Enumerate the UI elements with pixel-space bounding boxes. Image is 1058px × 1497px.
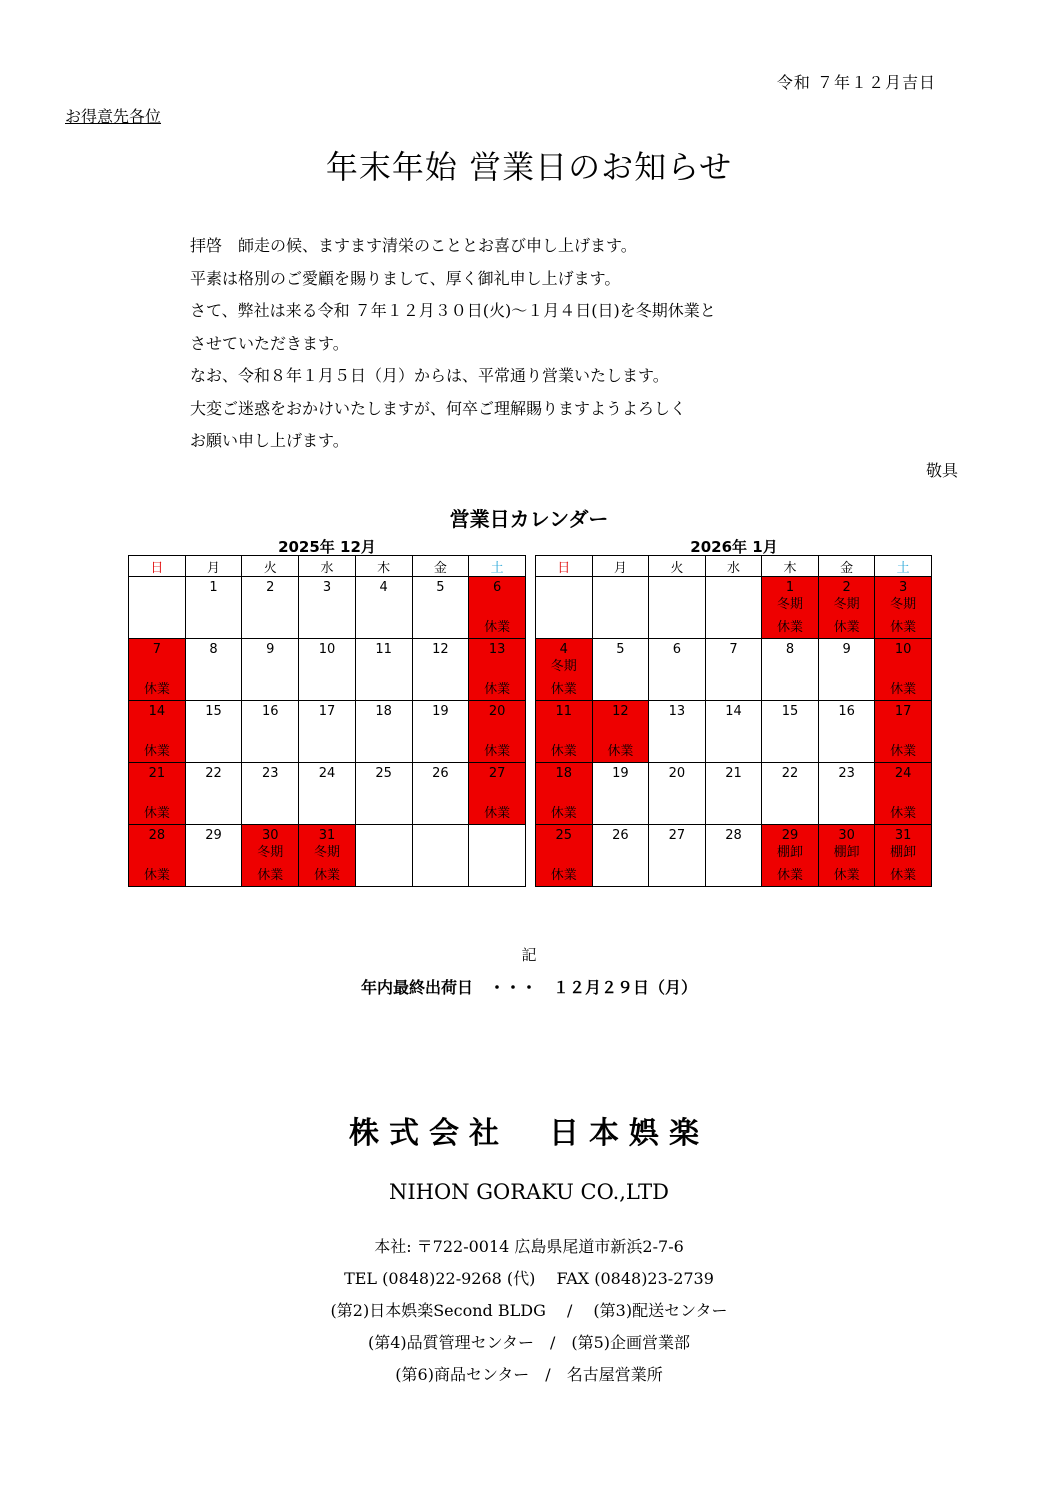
day-number: 6 bbox=[492, 580, 502, 595]
day-number: 11 bbox=[375, 642, 392, 657]
calendar-day-holiday bbox=[875, 577, 932, 639]
calendar-day bbox=[185, 701, 242, 763]
day-number: 19 bbox=[612, 766, 629, 781]
day-number: 22 bbox=[205, 766, 222, 781]
day-number: 18 bbox=[555, 766, 573, 781]
day-status: 休業 bbox=[890, 682, 917, 697]
calendar-day bbox=[355, 701, 412, 763]
weekday-header: 金 bbox=[412, 556, 469, 577]
day-number: 21 bbox=[725, 766, 742, 781]
day-number: 15 bbox=[781, 704, 799, 719]
day-status: 休業 bbox=[890, 806, 917, 821]
company-name-en: NIHON GORAKU CO.,LTD bbox=[388, 1180, 669, 1204]
day-number: 25 bbox=[375, 766, 392, 781]
weekday-header: 日 bbox=[129, 556, 186, 577]
calendar-week-row bbox=[536, 825, 932, 887]
calendar-day bbox=[649, 701, 706, 763]
day-status: 休業 bbox=[890, 744, 917, 759]
day-number: 1 bbox=[209, 580, 218, 595]
calendar-day bbox=[818, 639, 875, 701]
day-number: 5 bbox=[436, 580, 445, 595]
calendar-week-row bbox=[536, 763, 932, 825]
day-status: 休業 bbox=[550, 868, 577, 883]
day-number: 2 bbox=[842, 580, 851, 595]
calendar-week-row bbox=[536, 701, 932, 763]
calendar-title: 営業日カレンダー bbox=[449, 507, 609, 531]
day-status: 休業 bbox=[484, 620, 511, 635]
calendar-day-holiday bbox=[299, 825, 356, 887]
calendar-day bbox=[412, 639, 469, 701]
calendar-day bbox=[705, 763, 762, 825]
day-number: 4 bbox=[379, 580, 388, 595]
calendar-day bbox=[412, 763, 469, 825]
day-number: 19 bbox=[432, 704, 449, 719]
day-number: 4 bbox=[559, 642, 568, 657]
day-number: 7 bbox=[729, 642, 738, 657]
calendar-day bbox=[649, 763, 706, 825]
day-number: 10 bbox=[894, 642, 912, 657]
issue-date: 令和 ７年１２月吉日 bbox=[776, 73, 936, 92]
weekday-header-row bbox=[536, 556, 932, 577]
calendar-day-holiday bbox=[818, 577, 875, 639]
recipient: お得意先各位 bbox=[65, 107, 162, 126]
letter-body bbox=[190, 230, 716, 458]
day-number: 20 bbox=[488, 704, 506, 719]
calendar-day bbox=[299, 577, 356, 639]
calendar-day-empty bbox=[649, 577, 706, 639]
address-line: 本社: 〒722-0014 広島県尾道市新浜2-7-6 bbox=[374, 1237, 684, 1256]
day-number: 20 bbox=[668, 766, 686, 781]
day-number: 28 bbox=[148, 828, 166, 843]
calendar-day-holiday bbox=[536, 763, 593, 825]
day-status: 休業 bbox=[313, 868, 340, 883]
day-number: 12 bbox=[612, 704, 629, 719]
day-number: 31 bbox=[894, 828, 912, 843]
calendar-week-row bbox=[129, 763, 526, 825]
day-note: 棚卸 bbox=[890, 845, 917, 860]
day-number: 6 bbox=[672, 642, 682, 657]
day-note: 冬期 bbox=[777, 597, 804, 612]
calendar-day bbox=[592, 639, 649, 701]
day-number: 15 bbox=[205, 704, 222, 719]
calendar-day bbox=[299, 701, 356, 763]
calendar-day-holiday bbox=[129, 763, 186, 825]
body-line: させていただきます。 bbox=[190, 333, 349, 353]
calendar-day-holiday bbox=[592, 701, 649, 763]
calendar-day bbox=[242, 639, 299, 701]
day-status: 休業 bbox=[833, 620, 860, 635]
calendar-day bbox=[762, 763, 819, 825]
weekday-header: 金 bbox=[818, 556, 875, 577]
calendar-day-holiday bbox=[875, 763, 932, 825]
day-status: 休業 bbox=[777, 620, 804, 635]
calendar-week-row bbox=[536, 639, 932, 701]
day-status: 休業 bbox=[833, 868, 860, 883]
day-number: 13 bbox=[488, 642, 506, 657]
day-number: 18 bbox=[375, 704, 392, 719]
calendar-day bbox=[242, 763, 299, 825]
closing: 敬具 bbox=[925, 461, 958, 480]
calendar-day-empty bbox=[592, 577, 649, 639]
calendar-day bbox=[185, 639, 242, 701]
day-number: 8 bbox=[209, 642, 218, 657]
day-number: 25 bbox=[555, 828, 573, 843]
day-number: 13 bbox=[668, 704, 686, 719]
day-status: 休業 bbox=[484, 682, 511, 697]
day-note: 冬期 bbox=[550, 659, 577, 674]
day-number: 9 bbox=[842, 642, 851, 657]
day-number: 30 bbox=[838, 828, 855, 843]
calendar-day bbox=[185, 577, 242, 639]
calendar-day bbox=[412, 701, 469, 763]
weekday-header: 火 bbox=[649, 556, 706, 577]
day-number: 2 bbox=[266, 580, 275, 595]
day-number: 12 bbox=[432, 642, 449, 657]
calendar-day bbox=[355, 639, 412, 701]
day-status: 休業 bbox=[550, 806, 577, 821]
day-number: 29 bbox=[781, 828, 799, 843]
calendar-week-row bbox=[129, 577, 526, 639]
calendar-day bbox=[355, 763, 412, 825]
calendar-day-holiday bbox=[875, 825, 932, 887]
weekday-header: 木 bbox=[355, 556, 412, 577]
day-number: 14 bbox=[148, 704, 166, 719]
day-number: 27 bbox=[488, 766, 506, 781]
day-note: 冬期 bbox=[833, 597, 860, 612]
day-number: 5 bbox=[616, 642, 625, 657]
calendar-day-empty bbox=[469, 825, 526, 887]
body-line: なお、令和８年１月５日（月）からは、平常通り営業いたします。 bbox=[190, 366, 669, 385]
calendar-day-empty bbox=[355, 825, 412, 887]
day-number: 1 bbox=[785, 580, 795, 595]
weekday-header: 月 bbox=[592, 556, 649, 577]
day-status: 休業 bbox=[777, 868, 804, 883]
day-status: 休業 bbox=[143, 806, 170, 821]
ki-mark: 記 bbox=[521, 946, 537, 964]
calendar-month-label: 2026年 1月 bbox=[690, 538, 778, 556]
weekday-header-row bbox=[129, 556, 526, 577]
day-status: 休業 bbox=[143, 744, 170, 759]
calendar-day-empty bbox=[705, 577, 762, 639]
weekday-header: 土 bbox=[469, 556, 526, 577]
day-status: 休業 bbox=[890, 868, 917, 883]
calendar-day-holiday bbox=[536, 701, 593, 763]
day-number: 3 bbox=[322, 580, 332, 595]
calendar-day bbox=[299, 763, 356, 825]
calendar-day bbox=[762, 639, 819, 701]
calendar-day bbox=[242, 577, 299, 639]
calendar-december bbox=[128, 555, 526, 887]
weekday-header: 土 bbox=[875, 556, 932, 577]
calendar-day bbox=[705, 701, 762, 763]
calendar-day bbox=[705, 825, 762, 887]
calendar-day-empty bbox=[129, 577, 186, 639]
weekday-header: 水 bbox=[299, 556, 356, 577]
day-number: 21 bbox=[148, 766, 166, 781]
calendar-day-empty bbox=[412, 825, 469, 887]
day-status: 休業 bbox=[257, 868, 284, 883]
weekday-header: 日 bbox=[536, 556, 593, 577]
calendar-day bbox=[762, 701, 819, 763]
day-status: 休業 bbox=[143, 868, 170, 883]
weekday-header: 木 bbox=[762, 556, 819, 577]
day-status: 休業 bbox=[607, 744, 634, 759]
day-number: 8 bbox=[785, 642, 795, 657]
day-number: 23 bbox=[261, 766, 279, 781]
calendar-day-empty bbox=[536, 577, 593, 639]
calendar-day bbox=[185, 825, 242, 887]
calendar-day-holiday bbox=[242, 825, 299, 887]
calendar-day bbox=[649, 639, 706, 701]
calendar-week-row bbox=[129, 639, 526, 701]
weekday-header: 月 bbox=[185, 556, 242, 577]
calendar-day-holiday bbox=[536, 639, 593, 701]
body-line: 大変ご迷惑をおかけいたしますが、何卒ご理解賜りますようよろしく bbox=[190, 398, 687, 418]
day-note: 冬期 bbox=[313, 845, 340, 860]
calendar-day-holiday bbox=[469, 701, 526, 763]
day-number: 23 bbox=[838, 766, 855, 781]
calendar-week-row bbox=[129, 825, 526, 887]
day-number: 22 bbox=[781, 766, 799, 781]
day-note: 棚卸 bbox=[777, 845, 804, 860]
day-number: 26 bbox=[612, 828, 629, 843]
day-note: 冬期 bbox=[257, 845, 284, 860]
calendar-day-holiday bbox=[536, 825, 593, 887]
day-status: 休業 bbox=[484, 744, 511, 759]
calendar-day-holiday bbox=[469, 639, 526, 701]
day-number: 10 bbox=[318, 642, 336, 657]
day-number: 17 bbox=[318, 704, 336, 719]
day-number: 16 bbox=[261, 704, 279, 719]
day-status: 休業 bbox=[143, 682, 170, 697]
calendar-day bbox=[299, 639, 356, 701]
body-line: 拝啓 師走の候、ますます清栄のこととお喜び申し上げます。 bbox=[190, 236, 637, 255]
calendar-day bbox=[412, 577, 469, 639]
day-status: 休業 bbox=[550, 744, 577, 759]
day-number: 28 bbox=[725, 828, 742, 843]
calendar-day bbox=[242, 701, 299, 763]
calendar-day-holiday bbox=[875, 639, 932, 701]
day-status: 休業 bbox=[890, 620, 917, 635]
body-line: 平素は格別のご愛顧を賜りまして、厚く御礼申し上げます。 bbox=[190, 268, 621, 288]
day-number: 11 bbox=[555, 704, 573, 719]
day-number: 9 bbox=[266, 642, 275, 657]
calendar-day-holiday bbox=[129, 701, 186, 763]
day-status: 休業 bbox=[550, 682, 577, 697]
calendar-day bbox=[592, 825, 649, 887]
calendar-week-row bbox=[536, 577, 932, 639]
calendar-day-holiday bbox=[469, 763, 526, 825]
calendar-day bbox=[355, 577, 412, 639]
day-number: 24 bbox=[894, 766, 912, 781]
calendar-day-holiday bbox=[469, 577, 526, 639]
day-note: 棚卸 bbox=[833, 845, 860, 860]
day-number: 26 bbox=[432, 766, 449, 781]
day-number: 17 bbox=[894, 704, 912, 719]
calendar-day-holiday bbox=[818, 825, 875, 887]
day-note: 冬期 bbox=[890, 597, 917, 612]
page-title: 年末年始 営業日のお知らせ bbox=[325, 148, 733, 186]
calendar-day bbox=[705, 639, 762, 701]
day-number: 30 bbox=[261, 828, 279, 843]
day-number: 16 bbox=[838, 704, 855, 719]
day-number: 24 bbox=[318, 766, 336, 781]
company-name: 株式会社 日本娯楽 bbox=[349, 1116, 709, 1151]
day-status: 休業 bbox=[484, 806, 511, 821]
office-line: (第6)商品センター / 名古屋営業所 bbox=[395, 1365, 663, 1384]
calendar-month-label: 2025年 12月 bbox=[278, 538, 376, 556]
calendar-january bbox=[535, 555, 932, 887]
calendar-day bbox=[818, 701, 875, 763]
calendar-day-holiday bbox=[762, 577, 819, 639]
calendar-day bbox=[185, 763, 242, 825]
weekday-header: 火 bbox=[242, 556, 299, 577]
calendar-day bbox=[649, 825, 706, 887]
calendar-day bbox=[818, 763, 875, 825]
contact-line: TEL (0848)22-9268 (代) FAX (0848)23-2739 bbox=[344, 1269, 714, 1288]
calendar-day-holiday bbox=[875, 701, 932, 763]
day-number: 29 bbox=[205, 828, 222, 843]
body-line: お願い申し上げます。 bbox=[190, 431, 349, 450]
weekday-header: 水 bbox=[705, 556, 762, 577]
day-number: 3 bbox=[899, 580, 908, 595]
body-line: さて、弊社は来る令和 ７年１２月３０日(火)～１月４日(日)を冬期休業と bbox=[190, 301, 716, 320]
day-number: 31 bbox=[318, 828, 336, 843]
calendar-week-row bbox=[129, 701, 526, 763]
office-line: (第2)日本娯楽Second BLDG / (第3)配送センター bbox=[330, 1301, 728, 1320]
day-number: 7 bbox=[152, 642, 161, 657]
office-line: (第4)品質管理センター / (第5)企画営業部 bbox=[367, 1333, 691, 1352]
day-number: 14 bbox=[725, 704, 742, 719]
calendar-day-holiday bbox=[762, 825, 819, 887]
last-shipping-date: 年内最終出荷日 ・・・ １２月２９日（月） bbox=[360, 978, 697, 997]
calendar-day-holiday bbox=[129, 639, 186, 701]
calendar-day-holiday bbox=[129, 825, 186, 887]
day-number: 27 bbox=[668, 828, 686, 843]
calendar-day bbox=[592, 763, 649, 825]
